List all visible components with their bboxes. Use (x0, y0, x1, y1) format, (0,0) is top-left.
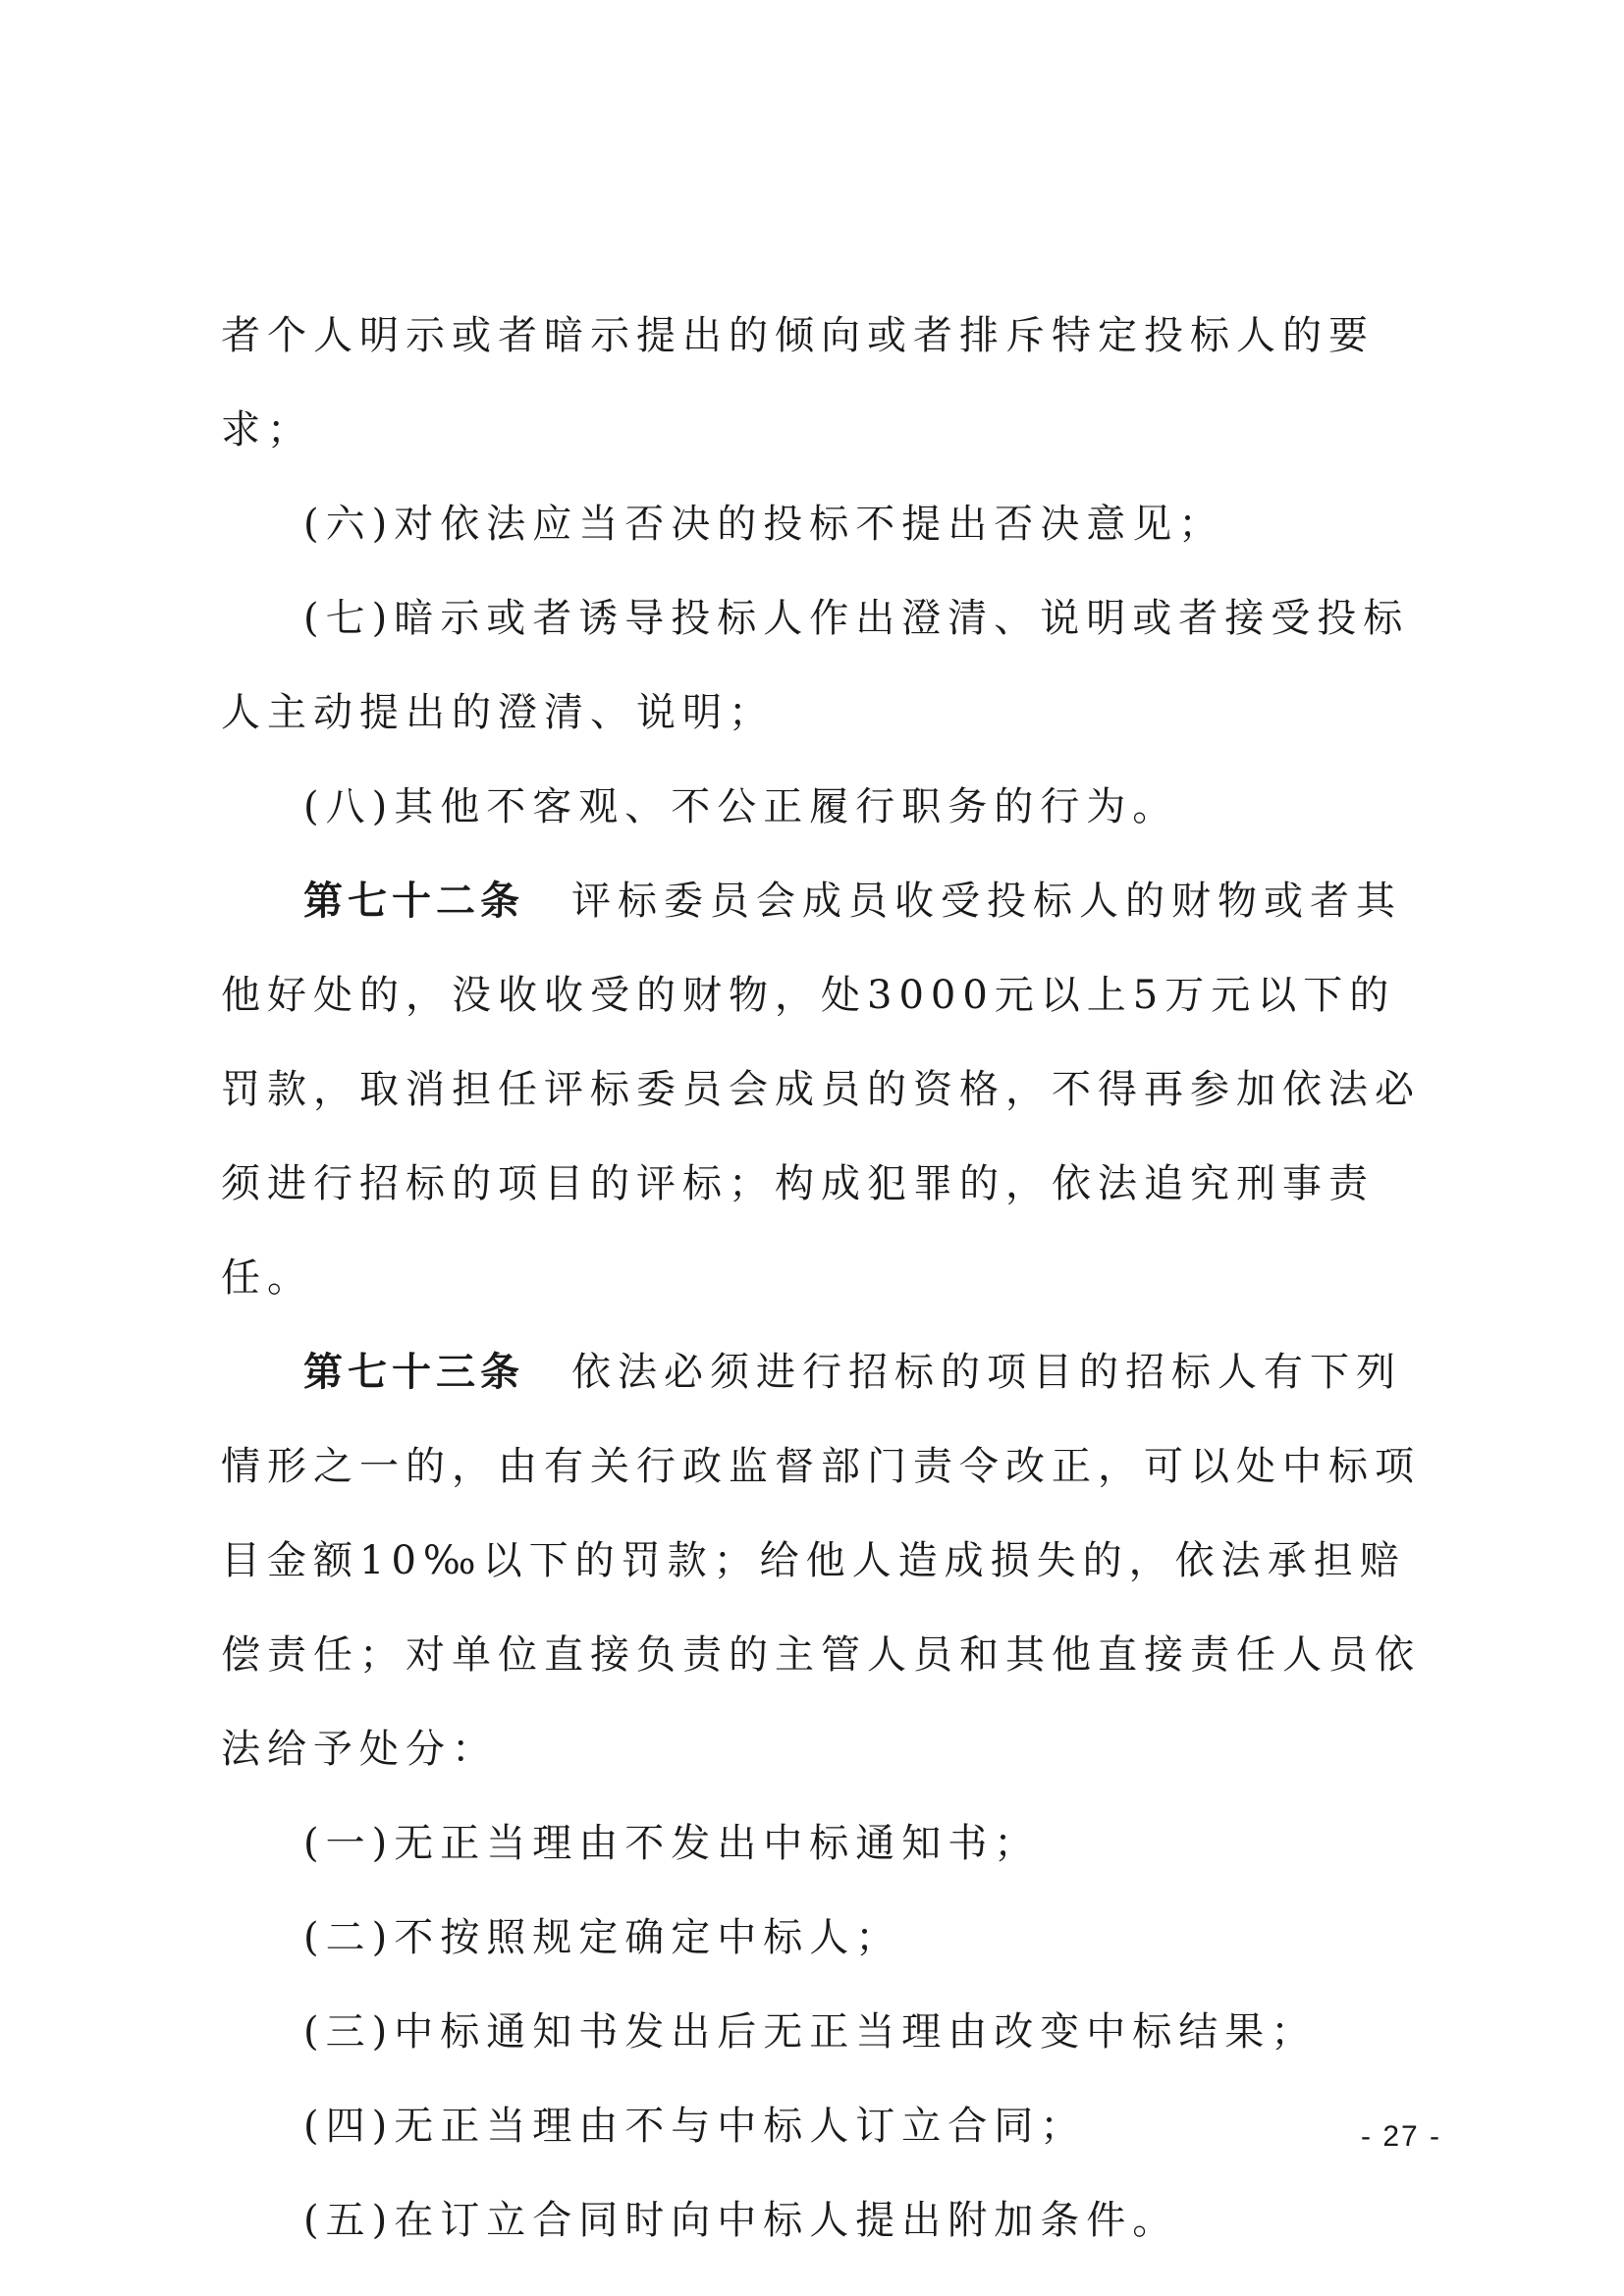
list-item-one: (一)无正当理由不发出中标通知书； (303, 1821, 1041, 1866)
page-number: - 27 - (1361, 2120, 1442, 2153)
list-item-two: (二)不按照规定确定中标人； (303, 1915, 902, 1960)
list-item-three: (三)中标通知书发出后无正当理由改变中标结果； (303, 2009, 1318, 2055)
item-seven: (七)暗示或者诱导投标人作出澄清、说明或者接受投标人主动提出的澄清、说明； (221, 596, 1410, 735)
paragraph-continuation: 者个人明示或者暗示提出的倾向或者排斥特定投标人的要求； (221, 313, 1375, 453)
item-six: (六)对依法应当否决的投标不提出否决意见； (303, 502, 1225, 547)
article-72 (221, 854, 1431, 1325)
article-72-heading: 第七十二条 (303, 879, 524, 924)
article-73-heading: 第七十三条 (303, 1350, 524, 1395)
list-item-four: (四)无正当理由不与中标人订立合同； (303, 2104, 1087, 2149)
article-73 (221, 1325, 1431, 1796)
body-text (221, 289, 1431, 2268)
article-72-body: 评标委员会成员收受投标人的财物或者其他好处的，没收收受的财物，处3000元以上5万元以下的罚款，取消担任评标委员会成员的资格，不得再参加依法必须进行招标的项目的评标；构成犯罪的，依法追究刑事责任。 (221, 879, 1421, 1301)
list-item-five: (五)在订立合同时向中标人提出附加条件。 (303, 2198, 1179, 2243)
item-eight: (八)其他不客观、不公正履行职务的行为。 (303, 784, 1179, 829)
article-73-body: 依法必须进行招标的项目的招标人有下列情形之一的，由有关行政监督部门责令改正，可以处中标项目金额10‰以下的罚款；给他人造成损失的，依法承担赔偿责任；对单位直接负责的主管人员和其他直接责任人员依法给予处分： (221, 1350, 1421, 1772)
